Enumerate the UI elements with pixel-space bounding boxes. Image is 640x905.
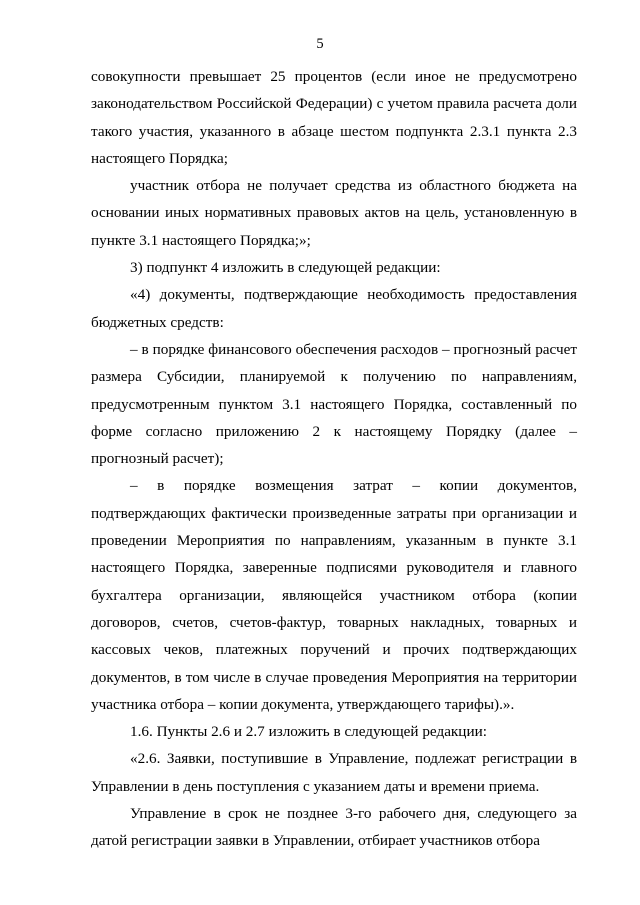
page-number: 5 <box>316 36 324 52</box>
paragraph-financial-support: – в порядке финансового обеспечения расходов – прогнозный расчет размера Субсидии, планируемой к получению по направлениям, предусмотренным пунктом 3.1 настоящего Порядка, составленный по форме согласно приложению 2 к настоящему Порядку (далее – прогнозный расчет); <box>91 340 577 468</box>
paragraph-documents-necessity: «4) документы, подтверждающие необходимость предоставления бюджетных средств: <box>91 286 577 331</box>
document-body <box>91 63 577 855</box>
paragraph-participant-no-funds: участник отбора не получает средства из областного бюджета на основании иных нормативных правовых актов на цель, установленную в пункте 3.1 настоящего Порядка;»; <box>91 177 577 249</box>
paragraph-continuation: совокупности превышает 25 процентов (если иное не предусмотрено законодательством Российской Федерации) с учетом правила расчета доли такого участия, указанного в абзаце шестом подпункта 2.3.1 пункта 2.3 настоящего Порядка; <box>91 68 577 167</box>
paragraph-subitem-3: 3) подпункт 4 изложить в следующей редакции: <box>130 259 441 277</box>
paragraph-selection-deadline: Управление в срок не позднее 3-го рабочего дня, следующего за датой регистрации заявки в Управлении, отбирает участников отбора <box>91 805 577 850</box>
paragraph-item-1-6: 1.6. Пункты 2.6 и 2.7 изложить в следующей редакции: <box>130 723 487 741</box>
paragraph-item-2-6: «2.6. Заявки, поступившие в Управление, подлежат регистрации в Управлении в день поступления с указанием даты и времени приема. <box>91 750 577 795</box>
paragraph-cost-reimbursement: – в порядке возмещения затрат – копии документов, подтверждающих фактически произведенные затраты при организации и проведении Мероприятия по направлениям, указанным в пункте 3.1 настоящего Порядка, заверенные подписями руководителя и главного бухгалтера организации, являющейся участником отбора (копии договоров, счетов, счетов-фактур, товарных накладных, товарных и кассовых чеков, платежных поручений и прочих подтверждающих документов, в том числе в случае проведения Мероприятия на территории участника отбора – копии документа, утверждающего тарифы).». <box>91 477 577 713</box>
